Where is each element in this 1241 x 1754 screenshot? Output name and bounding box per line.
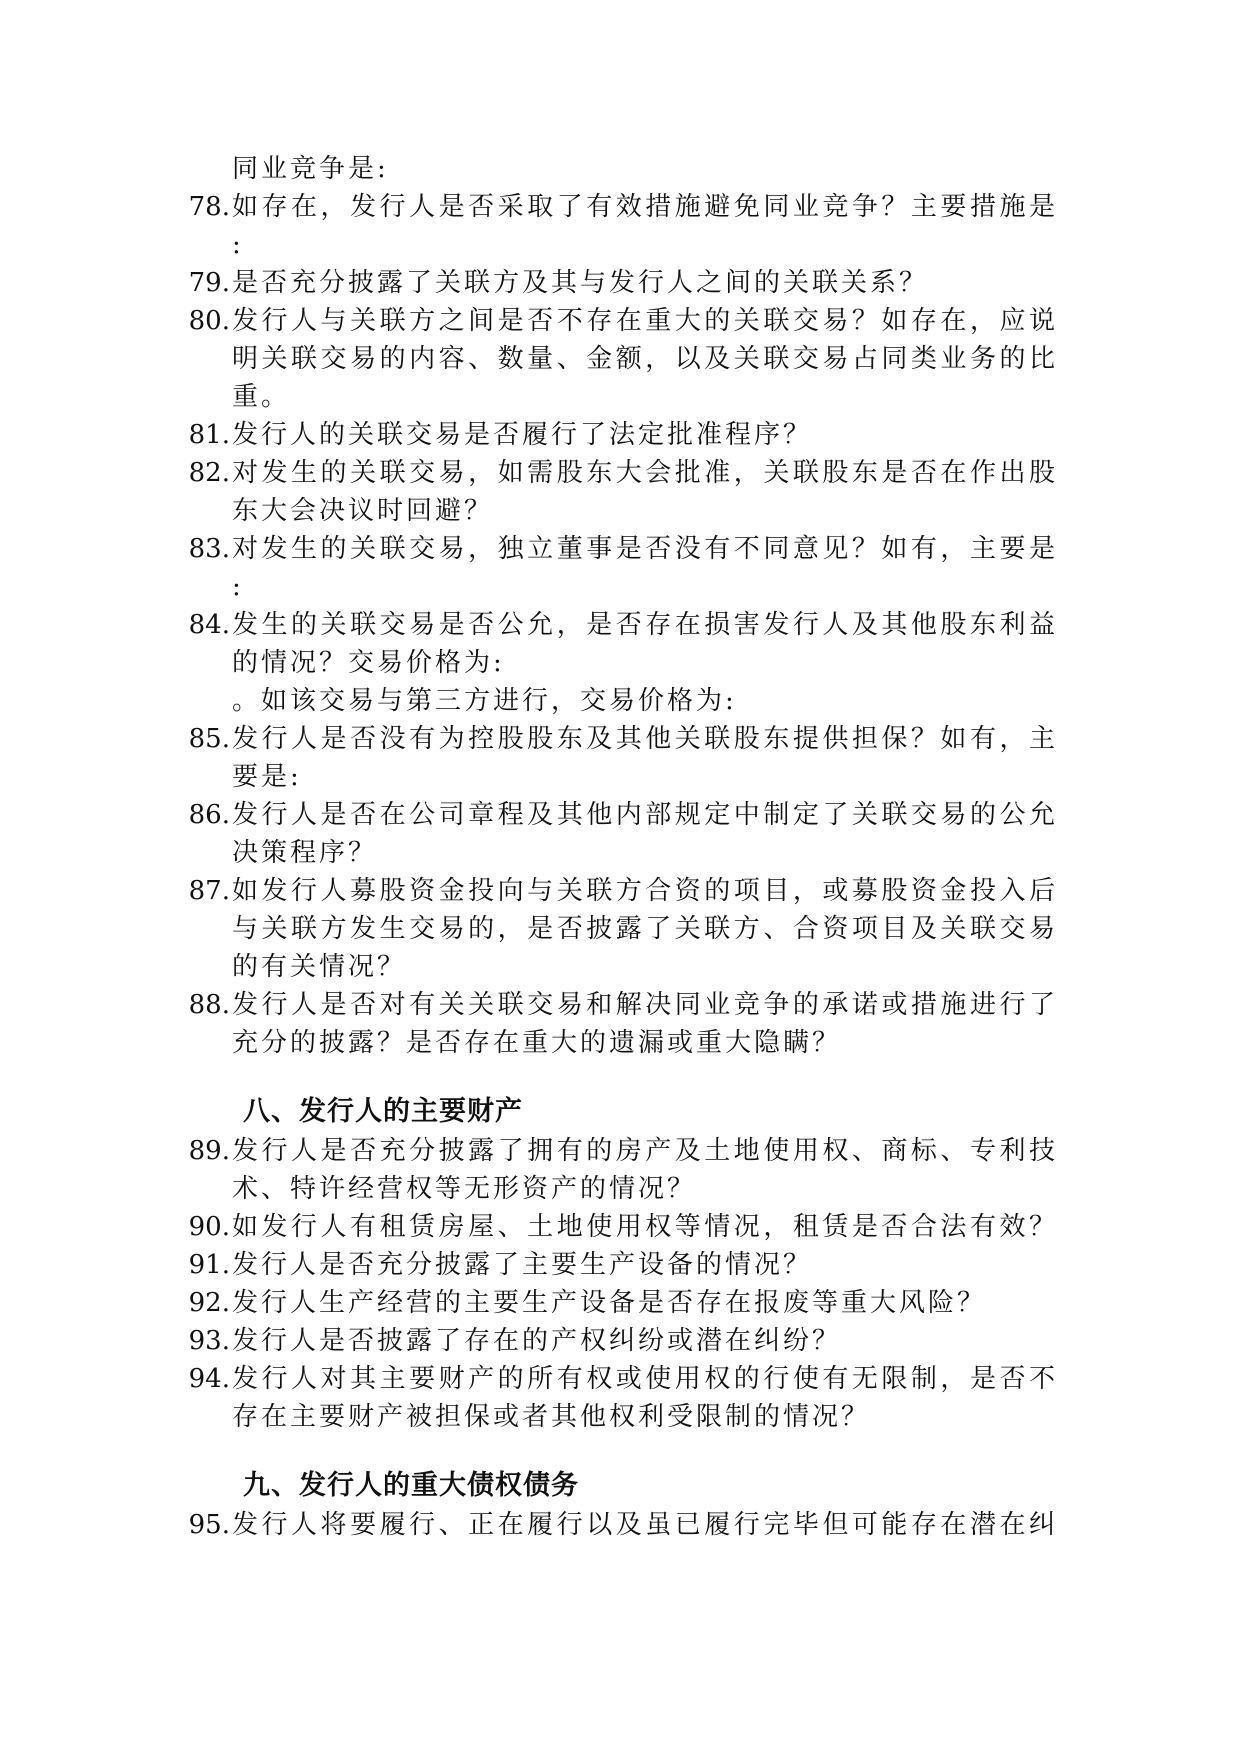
item-number: 79. [188,268,230,298]
item-number: 91. [188,1250,230,1280]
item-text: 发行人是否没有为控股股东及其他关联股东提供担保？如有，主 [232,724,1058,754]
text-line [188,416,1058,454]
item-text: 决策程序？ [232,838,378,868]
text-line [188,606,1058,644]
text-line [188,796,1058,834]
item-text: 发行人生产经营的主要生产设备是否存在报废等重大风险？ [232,1288,987,1318]
item-number: 90. [188,1212,230,1242]
item-text: 的情况？交易价格为: [232,648,505,678]
item-text: 术、特许经营权等无形资产的情况？ [232,1174,697,1204]
item-text: : [232,572,244,602]
text-line [188,758,1058,796]
item-text: 发行人是否对有关关联交易和解决同业竞争的承诺或措施进行了 [232,990,1058,1020]
item-number: 88. [188,990,230,1020]
text-line [188,340,1058,378]
section-spacer [188,1436,1058,1466]
item-text: 东大会决议时回避？ [232,496,494,526]
item-number: 87. [188,876,230,906]
item-text: 发生的关联交易是否公允，是否存在损害发行人及其他股东利益 [232,610,1058,640]
item-number: 85. [188,724,230,754]
text-line [188,1360,1058,1398]
item-text: 与关联方发生交易的，是否披露了关联方、合资项目及关联交易 [232,914,1058,944]
item-text: 。如该交易与第三方进行，交易价格为: [232,686,737,716]
item-text: 发行人对其主要财产的所有权或使用权的行使有无限制，是否不 [232,1364,1058,1394]
section-spacer [188,1062,1058,1092]
item-text: 发行人与关联方之间是否不存在重大的关联交易？如存在，应说 [232,306,1058,336]
section-heading: 八、发行人的主要财产 [243,1096,523,1127]
text-line [188,302,1058,340]
text-line [188,720,1058,758]
text-line [188,530,1058,568]
item-number: 95. [188,1510,230,1540]
item-text: 发行人是否披露了存在的产权纠纷或潜在纠纷？ [232,1326,842,1356]
item-text: 发行人将要履行、正在履行以及虽已履行完毕但可能存在潜在纠 [232,1510,1058,1540]
item-text: 发行人是否充分披露了主要生产设备的情况？ [232,1250,813,1280]
text-line [188,150,1058,188]
text-line [188,682,1058,720]
item-number: 83. [188,534,230,564]
item-number: 78. [188,192,230,222]
text-line [188,1284,1058,1322]
text-line [188,454,1058,492]
text-line [188,910,1058,948]
item-number: 84. [188,610,230,640]
text-line [188,1398,1058,1436]
item-text: 是否充分披露了关联方及其与发行人之间的关联关系？ [232,268,929,298]
item-text: 发行人是否在公司章程及其他内部规定中制定了关联交易的公允 [232,800,1058,830]
section-heading: 九、发行人的重大债权债务 [243,1470,579,1501]
item-number: 94. [188,1364,230,1394]
item-number: 92. [188,1288,230,1318]
item-text: 要是: [232,762,302,792]
text-line [188,188,1058,226]
item-text: 发行人的关联交易是否履行了法定批准程序？ [232,420,813,450]
text-line [188,1322,1058,1360]
text-line [188,948,1058,986]
item-text: 如发行人有租赁房屋、土地使用权等情况，租赁是否合法有效？ [232,1212,1058,1242]
text-line [188,568,1058,606]
text-line [188,1024,1058,1062]
text-line [188,872,1058,910]
item-number: 93. [188,1326,230,1356]
text-line [188,226,1058,264]
item-number: 80. [188,306,230,336]
item-text: 同业竞争是: [232,154,389,184]
document-body [188,150,1058,1544]
text-line [188,986,1058,1024]
text-line [188,834,1058,872]
item-text: 重。 [232,382,291,412]
text-line [188,1170,1058,1208]
item-text: 明关联交易的内容、数量、金额，以及关联交易占同类业务的比 [232,344,1058,374]
text-line [188,1246,1058,1284]
item-number: 82. [188,458,230,488]
text-line [188,264,1058,302]
text-line [188,1506,1058,1544]
item-text: 的有关情况？ [232,952,407,982]
item-text: 对发生的关联交易，独立董事是否没有不同意见？如有，主要是 [232,534,1058,564]
text-line [188,1208,1058,1246]
text-line [188,1132,1058,1170]
item-text: 充分的披露？是否存在重大的遗漏或重大隐瞒？ [232,1028,842,1058]
item-number: 89. [188,1136,230,1166]
item-number: 86. [188,800,230,830]
item-text: 如发行人募股资金投向与关联方合资的项目，或募股资金投入后 [232,876,1058,906]
item-text: 发行人是否充分披露了拥有的房产及土地使用权、商标、专利技 [232,1136,1058,1166]
text-line [188,644,1058,682]
item-text: 对发生的关联交易，如需股东大会批准，关联股东是否在作出股 [232,458,1058,488]
item-text: : [232,230,244,260]
text-line [188,378,1058,416]
item-text: 如存在，发行人是否采取了有效措施避免同业竞争？主要措施是 [232,192,1058,222]
item-number: 81. [188,420,230,450]
item-text: 存在主要财产被担保或者其他权利受限制的情况？ [232,1402,871,1432]
text-line [188,492,1058,530]
